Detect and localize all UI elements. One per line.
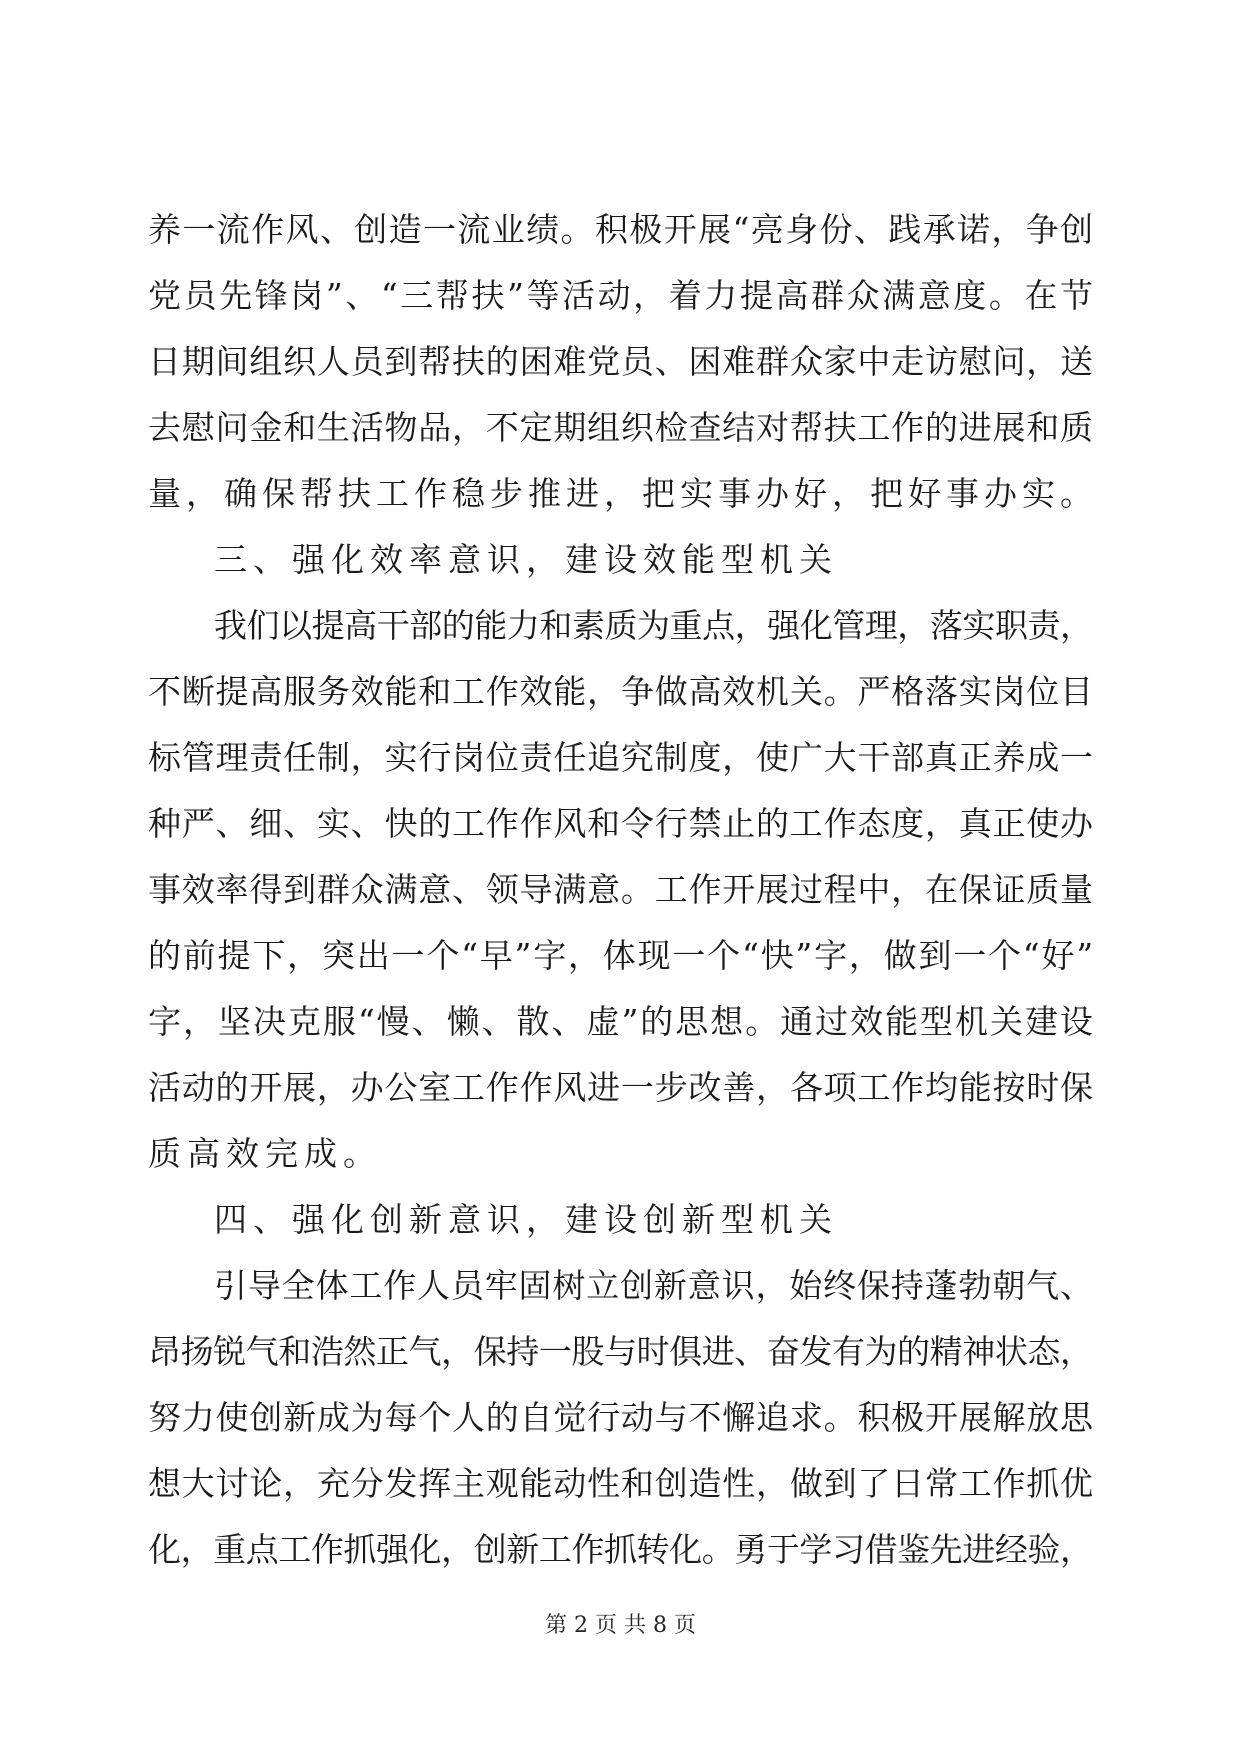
- text-line: [0, 738, 1241, 778]
- text-line: [0, 672, 1241, 712]
- text-line: [0, 342, 1241, 382]
- text-line-content: 量，确保帮扶工作稳步推进，把实事办好，把好事办实。: [148, 474, 1098, 513]
- text-line-content: 质高效完成。: [148, 1134, 382, 1173]
- text-line: [0, 474, 1241, 514]
- text-line: [0, 1068, 1241, 1108]
- text-line-content: 引导全体工作人员牢固树立创新意识，始终保持蓬勃朝气、: [214, 1266, 1094, 1305]
- text-line: [0, 276, 1241, 316]
- text-line-content: 养一流作风、创造一流业绩。积极开展“亮身份、践承诺，争创: [148, 210, 1095, 249]
- text-line: [0, 606, 1241, 646]
- text-line-content: 日期间组织人员到帮扶的困难党员、困难群众家中走访慰问，送: [148, 342, 1094, 381]
- text-line: [0, 804, 1241, 844]
- section-heading: [0, 540, 1241, 580]
- text-line: [0, 1530, 1241, 1570]
- text-line: [0, 870, 1241, 910]
- text-line-content: 活动的开展，办公室工作作风进一步改善，各项工作均能按时保: [148, 1068, 1094, 1107]
- text-line-content: 的前提下，突出一个“早”字，体现一个“快”字，做到一个“好”: [148, 936, 1095, 975]
- text-line-content: 昂扬锐气和浩然正气，保持一股与时俱进、奋发有为的精神状态，: [148, 1332, 1093, 1371]
- text-line-content: 字，坚决克服“慢、懒、散、虚”的思想。通过效能型机关建设: [148, 1002, 1095, 1041]
- text-line: [0, 1002, 1241, 1042]
- text-line: [0, 1398, 1241, 1438]
- text-line-content: 化，重点工作抓强化，创新工作抓转化。勇于学习借鉴先进经验，: [148, 1530, 1093, 1569]
- text-line-content: 想大讨论，充分发挥主观能动性和创造性，做到了日常工作抓优: [148, 1464, 1094, 1503]
- text-line-content: 努力使创新成为每个人的自觉行动与不懈追求。积极开展解放思: [148, 1398, 1094, 1437]
- text-line-content: 去慰问金和生活物品，不定期组织检查结对帮扶工作的进展和质: [148, 408, 1094, 447]
- text-line-content: 不断提高服务效能和工作效能，争做高效机关。严格落实岗位目: [148, 672, 1094, 711]
- section-heading-text: 三、强化效率意识，建设效能型机关: [214, 540, 838, 579]
- text-line-content: 标管理责任制，实行岗位责任追究制度，使广大干部真正养成一: [148, 738, 1094, 777]
- text-line: [0, 210, 1241, 250]
- text-line-content: 事效率得到群众满意、领导满意。工作开展过程中，在保证质量: [148, 870, 1094, 909]
- text-line: [0, 1464, 1241, 1504]
- text-line: [0, 1134, 1241, 1174]
- text-line-content: 种严、细、实、快的工作作风和令行禁止的工作态度，真正使办: [148, 804, 1094, 843]
- page-number-footer: 第 2 页 共 8 页: [545, 1613, 696, 1638]
- text-line: [0, 408, 1241, 448]
- text-line: [0, 1332, 1241, 1372]
- text-line-content: 我们以提高干部的能力和素质为重点，强化管理，落实职责，: [214, 606, 1093, 645]
- section-heading: [0, 1200, 1241, 1240]
- text-line-content: 党员先锋岗”、“三帮扶”等活动，着力提高群众满意度。在节: [148, 276, 1096, 315]
- text-line: [0, 936, 1241, 976]
- section-heading-text: 四、强化创新意识，建设创新型机关: [214, 1200, 838, 1239]
- text-line: [0, 1266, 1241, 1306]
